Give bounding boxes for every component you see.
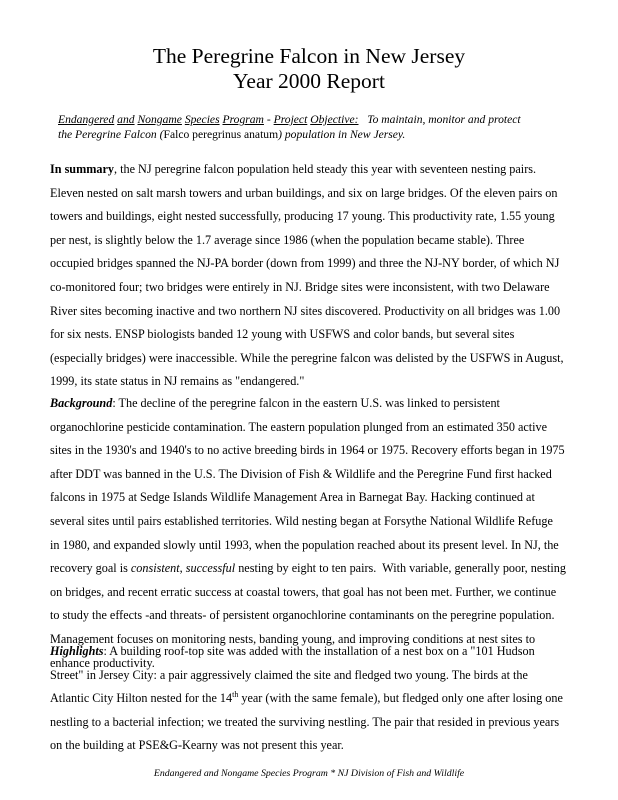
summary-paragraph [50, 158, 590, 394]
background-line: enhance productivity. [50, 655, 155, 670]
summary-line: occupied bridges spanned the NJ-PA border (down from 1999) and three the NJ-NY border, of which NJ [50, 256, 560, 271]
objective-project: Project [273, 113, 308, 126]
summary-line: 1999, its state status in NJ remains as "endangered." [50, 374, 305, 389]
summary-line: per nest, is slightly below the 1.7 average since 1986 (when the population became stable). Three [50, 232, 525, 247]
title-line-1: The Peregrine Falcon in New Jersey [152, 44, 466, 68]
background-text: nesting by eight to ten pairs. With variable, generally poor, nesting [235, 561, 566, 576]
objective-nongame: Nongame [137, 113, 182, 126]
project-objective [58, 112, 578, 142]
background-line: several sites until pairs established territories. Wild nesting began at Forsythe National Wildlife Refuge [50, 513, 553, 528]
background-line: falcons in 1975 at Sedge Islands Wildlife Management Area in Barnegat Bay. Hacking continued at [50, 490, 535, 505]
highlights-line: Street" in Jersey City: a pair aggressively claimed the site and fledged two young. The birds at the [50, 667, 528, 682]
objective-text-2: the Peregrine Falcon ( [58, 128, 164, 141]
background-line: in 1980, and expanded slowly until 1993, when the population reached about its present level. In NJ, the [50, 537, 559, 552]
summary-line [50, 158, 590, 182]
background-line: on bridges, and recent erratic success at coastal towers, that goal has not been met. Further, we continue [50, 584, 557, 599]
objective-program: Program [222, 113, 264, 126]
background-text: , [179, 561, 186, 576]
background-line [50, 392, 590, 416]
objective-endangered: Endangered [58, 113, 115, 126]
background-text: : The decline of the peregrine falcon in the eastern U.S. was linked to persistent [112, 396, 500, 410]
background-heading: Background [50, 396, 113, 410]
ordinal-superscript: th [232, 690, 239, 700]
objective-scientific-name: Falco peregrinus anatum [163, 128, 279, 141]
background-line [50, 557, 590, 581]
objective-text-1: To maintain, monitor and protect [358, 113, 521, 126]
background-line: Management focuses on monitoring nests, banding young, and improving conditions at nest sites to [50, 631, 536, 646]
highlights-line: on the building at PSE&G-Kearny was not present this year. [50, 738, 344, 753]
summary-line: (especially bridges) were inaccessible. While the peregrine falcon was delisted by the USFWS in August, [50, 350, 564, 365]
page-footer: Endangered and Nongame Species Program * NJ Division of Fish and Wildlife [153, 768, 465, 779]
highlights-line [50, 687, 590, 711]
objective-species: Species [184, 113, 220, 126]
summary-line: Eleven nested on salt marsh towers and urban buildings, and six on large bridges. Of the eleven pairs on [50, 185, 558, 200]
background-line: after DDT was banned in the U.S. The Division of Fish & Wildlife and the Peregrine Fund first hacked [50, 466, 552, 481]
summary-line: River sites becoming inactive and two northern NJ sites discovered. Productivity on all bridges was 1.00 [50, 303, 561, 318]
highlights-line: nestling to a bacterial infection; we treated the surviving nestling. The pair that resided in previous years [50, 714, 560, 729]
page-title [0, 44, 618, 94]
objective-line-1 [58, 112, 578, 127]
objective-line-2 [58, 127, 578, 142]
emphasis-successful: successful [185, 561, 236, 576]
summary-line: towers and buildings, eight nested successfully, producing 17 young. This productivity rate, 1.55 young [50, 209, 555, 224]
objective-dash: - [263, 113, 274, 126]
objective-label: Objective: [310, 113, 359, 126]
summary-line: co-monitored four; two bridges were entirely in NJ. Bridge sites were inconsistent, with two Delaware [50, 279, 550, 294]
background-line: to study the effects -and threats- of persistent organochlorine contaminants on the peregrine population. [50, 608, 555, 623]
highlights-text: Atlantic City Hilton nested for the 14 [50, 691, 233, 706]
summary-line: for six nests. ENSP biologists banded 12 young with USFWS and color bands, but several sites [50, 327, 515, 342]
summary-text: , the NJ peregrine falcon population held steady this year with seventeen nesting pairs. [114, 162, 537, 176]
highlights-text: year (with the same female), but fledged only one after losing one [238, 691, 563, 706]
highlights-heading: Highlights [50, 644, 104, 658]
highlights-text: : A building roof-top site was added with the installation of a nest box on a "101 Hudson [103, 644, 535, 658]
emphasis-consistent: consistent [130, 561, 180, 576]
highlights-paragraph [50, 640, 590, 758]
background-paragraph [50, 392, 590, 675]
objective-text-3: ) population in New Jersey. [278, 128, 406, 141]
background-text: recovery goal is [50, 561, 131, 576]
objective-and: and [117, 113, 135, 126]
title-line-2: Year 2000 Report [233, 69, 385, 93]
summary-heading: In summary [50, 162, 114, 176]
highlights-line [50, 640, 590, 664]
background-line: organochlorine pesticide contamination. The eastern population plunged from an estimated 350 active [50, 419, 548, 434]
background-line: sites in the 1930's and 1940's to no active breeding birds in 1964 or 1975. Recovery efforts began in 1975 [50, 443, 565, 458]
